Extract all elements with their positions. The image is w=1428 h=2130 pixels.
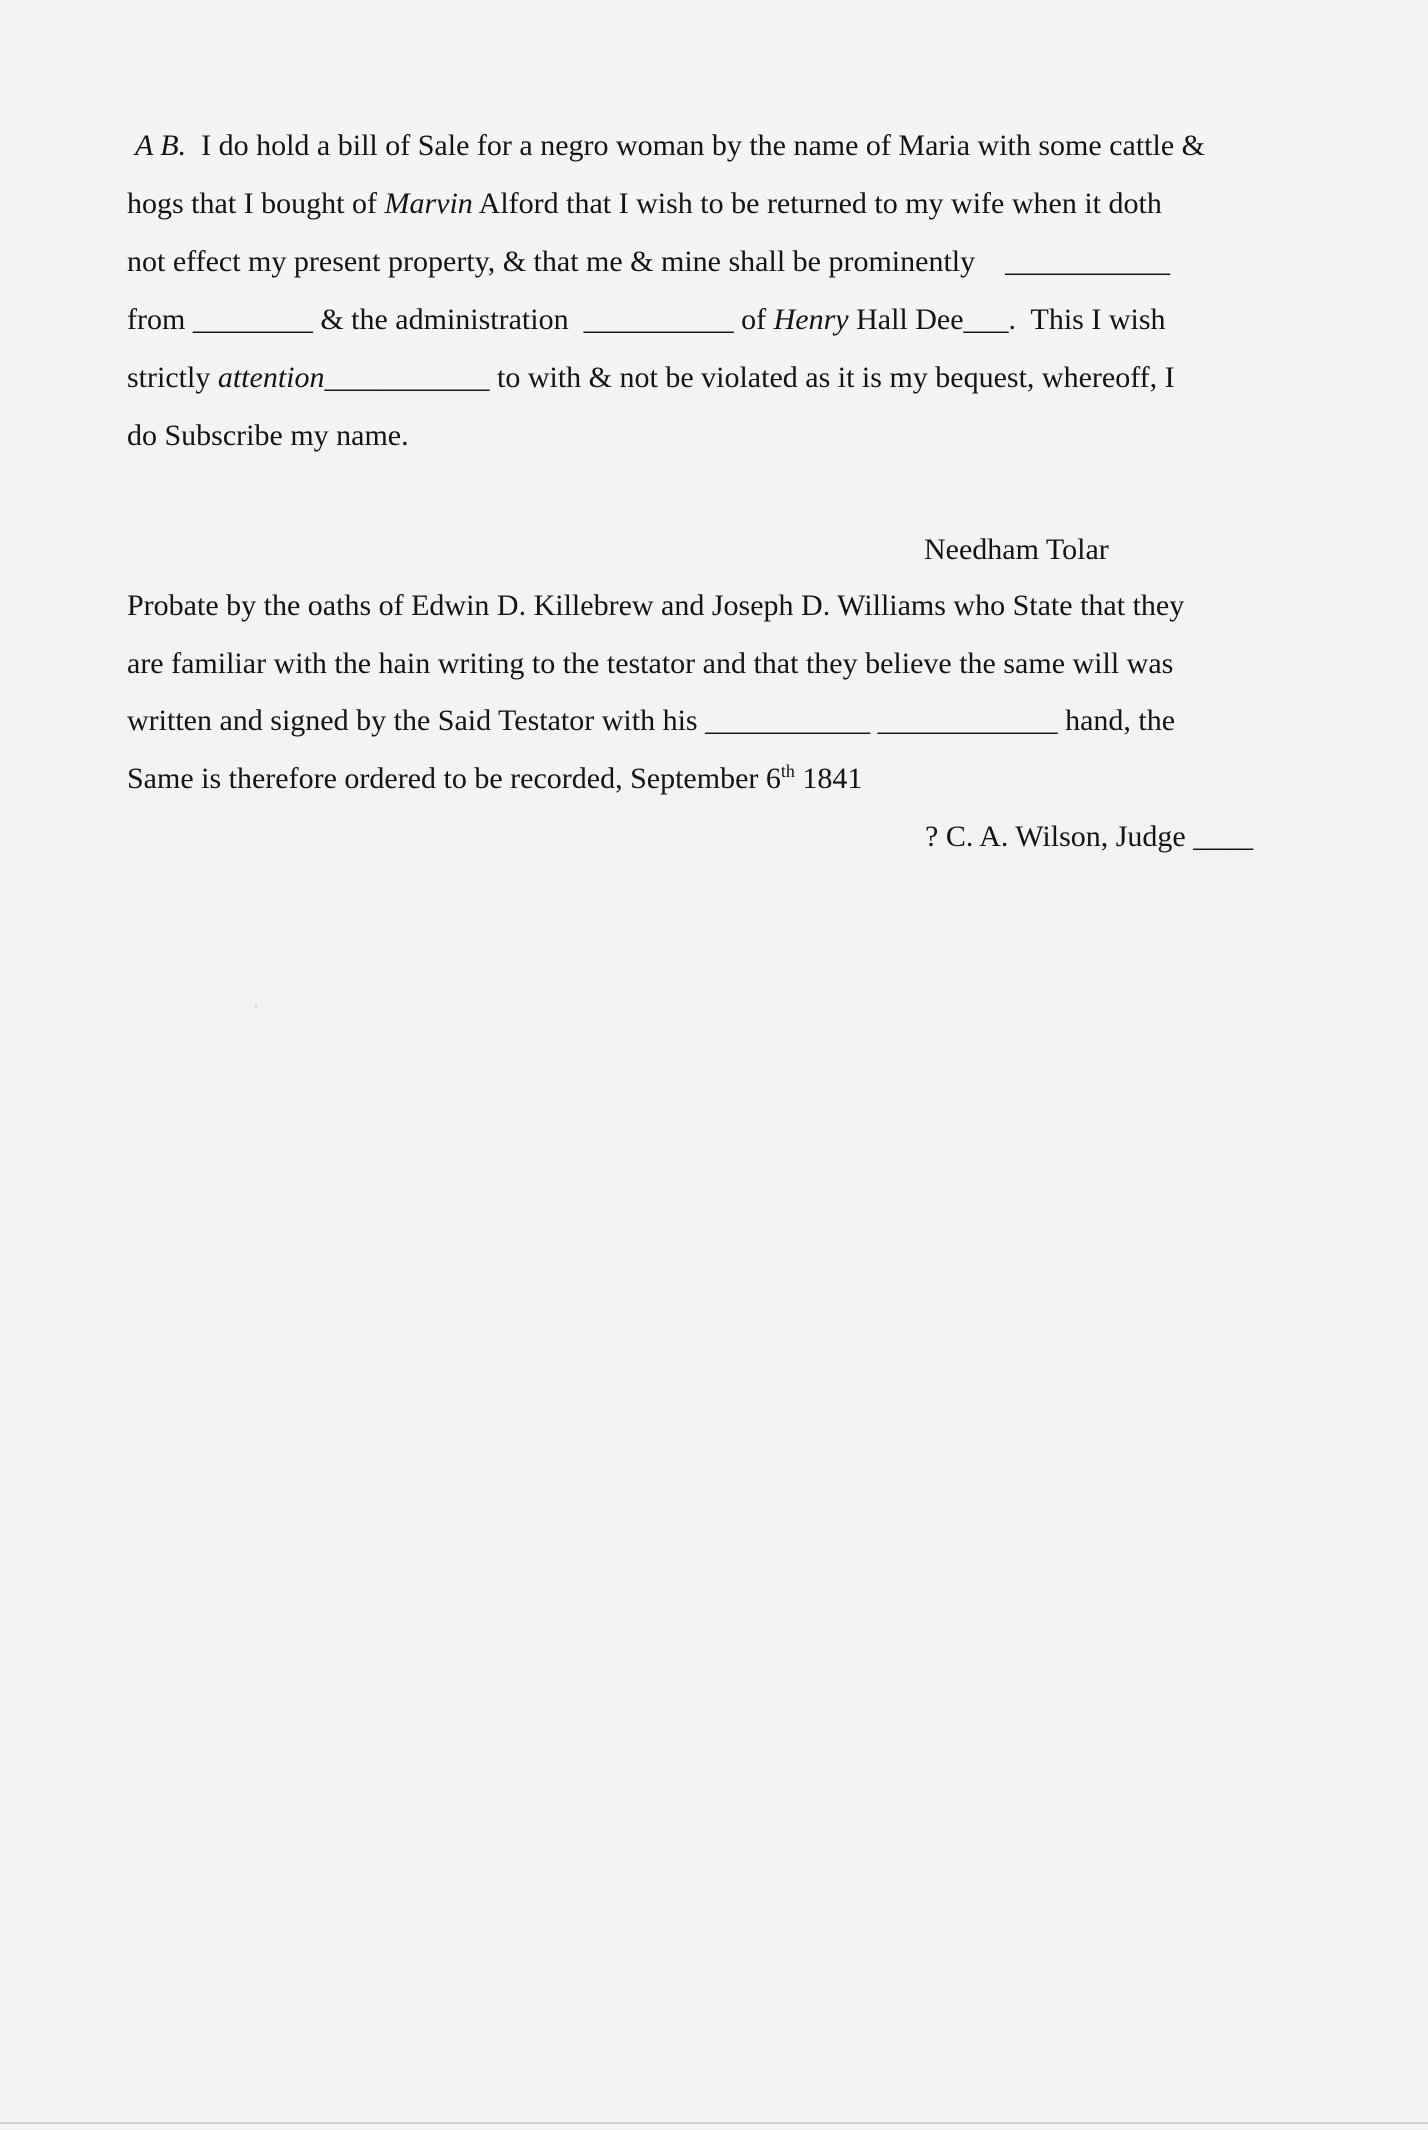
will-line-1 xyxy=(135,131,1205,161)
will-line-4 xyxy=(127,305,1166,335)
testator-signature: Needham Tolar xyxy=(924,533,1109,566)
will-line-2-after: Alford that I wish to be returned to my wife when it doth xyxy=(472,187,1162,220)
will-line-4-before: from ________ & the administration __________ of xyxy=(127,303,774,336)
will-line-2 xyxy=(127,189,1162,219)
will-line-4-after: Hall Dee___. This I wish xyxy=(848,303,1166,336)
will-line-1-initials: A B. xyxy=(135,129,187,162)
paper-speck xyxy=(255,1005,257,1007)
probate-line-4-after: 1841 xyxy=(794,762,863,795)
will-line-5-italic: attention xyxy=(217,361,325,394)
probate-line-4 xyxy=(127,761,863,795)
will-line-2-italic: Marvin xyxy=(384,187,473,220)
will-line-6 xyxy=(127,421,409,451)
will-line-2-before: hogs that I bought of xyxy=(127,187,385,220)
will-line-3 xyxy=(127,247,1170,277)
will-line-5-after: ___________ to with & not be violated as it is my bequest, whereoff, I xyxy=(324,361,1175,394)
probate-line-2 xyxy=(127,649,1173,679)
will-line-6-text: do Subscribe my name. xyxy=(127,419,409,452)
will-line-4-italic: Henry xyxy=(773,303,849,336)
judge-signature-line: ? C. A. Wilson, Judge ____ xyxy=(925,820,1254,853)
will-line-5 xyxy=(127,363,1175,393)
probate-line-2-text: are familiar with the hain writing to the testator and that they believe the same will was xyxy=(127,647,1174,680)
will-line-1-text: I do hold a bill of Sale for a negro woman by the name of Maria with some cattle & xyxy=(186,129,1205,162)
probate-line-1 xyxy=(127,591,1184,621)
will-line-3-text: not effect my present property, & that me & mine shall be prominently ___________ xyxy=(127,245,1171,278)
probate-line-4-superscript: th xyxy=(780,761,795,781)
will-line-5-before: strictly xyxy=(127,361,218,394)
probate-line-4-before: Same is therefore ordered to be recorded, September 6 xyxy=(127,762,781,795)
probate-line-3 xyxy=(127,706,1175,736)
page-bottom-edge xyxy=(0,2122,1428,2124)
probate-line-3-text: written and signed by the Said Testator with his ___________ ____________ hand, the xyxy=(127,704,1176,737)
probate-line-1-text: Probate by the oaths of Edwin D. Killebrew and Joseph D. Williams who State that they xyxy=(127,589,1185,622)
